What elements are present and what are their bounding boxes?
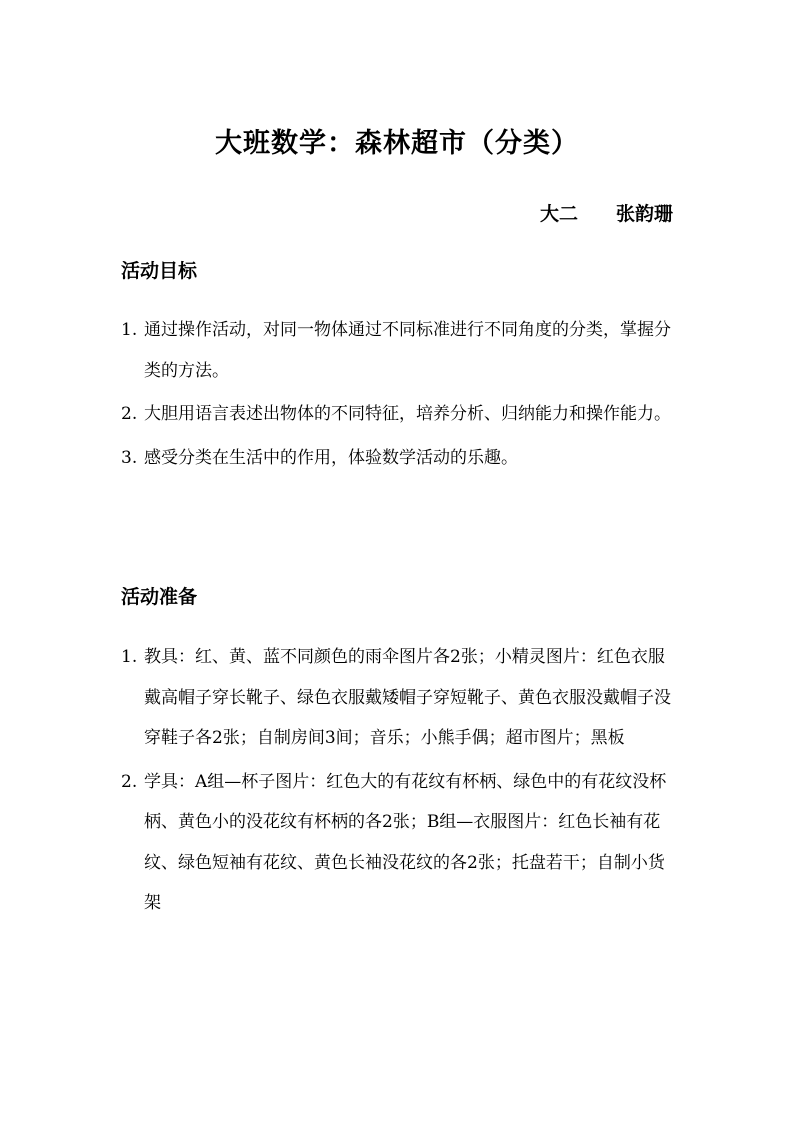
list-item	[121, 637, 677, 759]
list-text: 学具：A组—杯子图片：红色大的有花纹有杯柄、绿色中的有花纹没杯柄、黄色小的没花纹有杯柄的各2张；B组—衣服图片：红色长袖有花纹、绿色短袖有花纹、黄色长袖没花纹的各2张；托盘若干；自制小货架	[144, 771, 667, 913]
list-text: 感受分类在生活中的作用，体验数学活动的乐趣。	[144, 447, 518, 468]
list-item	[121, 394, 677, 435]
list-number: 2.	[121, 771, 138, 792]
list-item	[121, 310, 677, 391]
section-heading-goals: 活动目标	[121, 260, 198, 282]
list-item	[121, 438, 677, 479]
list-text: 通过操作活动，对同一物体通过不同标准进行不同角度的分类，掌握分类的方法。	[144, 320, 671, 381]
list-number: 3.	[121, 447, 138, 468]
list-number: 1.	[121, 647, 138, 667]
list-number: 2.	[121, 404, 138, 424]
list-item	[121, 762, 677, 924]
document-title: 大班数学：森林超市（分类）	[215, 128, 579, 159]
section-heading-preparation: 活动准备	[121, 586, 198, 608]
list-text: 大胆用语言表述出物体的不同特征，培养分析、归纳能力和操作能力。	[144, 404, 671, 424]
list-number: 1.	[121, 320, 138, 340]
list-text: 教具：红、黄、蓝不同颜色的雨伞图片各2张；小精灵图片：红色衣服戴高帽子穿长靴子、绿色衣服戴矮帽子穿短靴子、黄色衣服没戴帽子没穿鞋子各2张；自制房间3间；音乐；小熊手偶；超市图片；黑板	[144, 647, 671, 748]
goals-list	[121, 310, 677, 481]
preparation-list	[121, 637, 677, 927]
author-line: 大二 张韵珊	[539, 203, 673, 225]
